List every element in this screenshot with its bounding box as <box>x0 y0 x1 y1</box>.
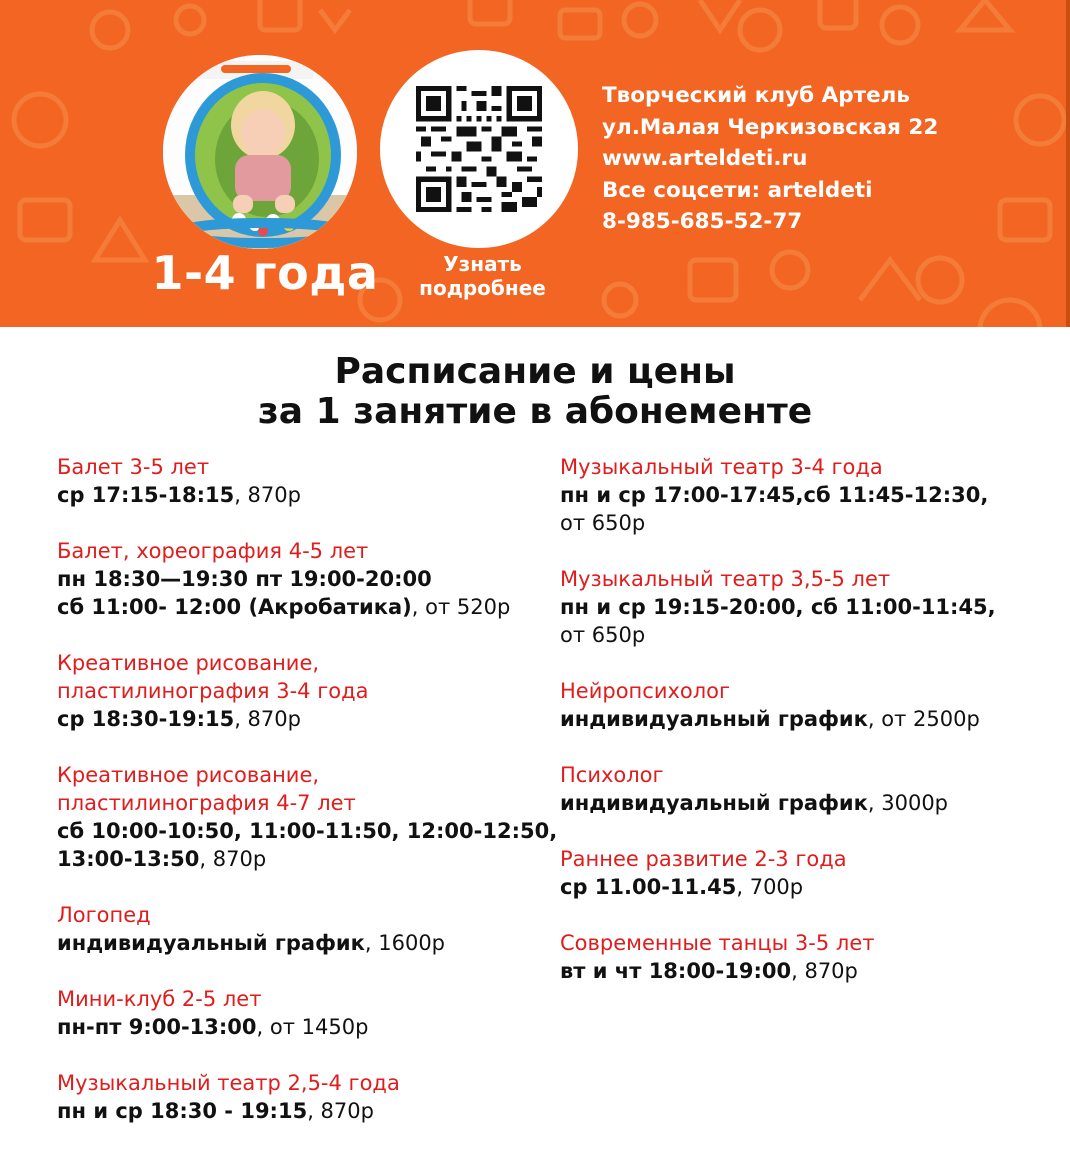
club-website-link[interactable]: www.arteldeti.ru <box>602 146 808 171</box>
schedule-item-title: Нейропсихолог <box>560 679 731 703</box>
schedule-item <box>57 453 547 509</box>
schedule-time: индивидуальный график <box>560 791 868 815</box>
qr-code[interactable] <box>380 50 578 248</box>
schedule-price: от 650р <box>560 623 646 647</box>
schedule-item-line <box>560 509 1060 537</box>
schedule-right-column <box>560 453 1060 1013</box>
banner-edge <box>1066 0 1070 327</box>
schedule-item-title: пластилинография 3-4 года <box>57 679 369 703</box>
age-label: 1-4 года <box>151 246 379 300</box>
schedule-item-line <box>57 565 547 593</box>
schedule-price: , от 520р <box>411 595 511 619</box>
schedule-time: индивидуальный график <box>560 707 868 731</box>
schedule-item <box>57 649 547 733</box>
schedule-item-line <box>57 593 547 621</box>
schedule-item <box>57 901 547 957</box>
schedule-time: ср 11.00-11.45 <box>560 875 737 899</box>
schedule-time: пн 18:30—19:30 пт 19:00-20:00 <box>57 567 432 591</box>
schedule-item-line <box>57 705 547 733</box>
schedule-time: пн и ср 17:00-17:45,сб 11:45-12:30, <box>560 483 989 507</box>
schedule-item <box>560 845 1060 901</box>
schedule-item <box>560 929 1060 985</box>
schedule-price: , 870р <box>307 1099 374 1123</box>
schedule-item-title: Балет, хореография 4-5 лет <box>57 539 369 563</box>
schedule-price: , от 2500р <box>867 707 980 731</box>
qr-caption <box>395 252 570 300</box>
schedule-time: пн и ср 18:30 - 19:15 <box>57 1099 308 1123</box>
page-title <box>0 352 1070 432</box>
schedule-item-title: Современные танцы 3-5 лет <box>560 931 875 955</box>
schedule-time: пн и ср 19:15-20:00, сб 11:00-11:45, <box>560 595 996 619</box>
schedule-item <box>560 453 1060 537</box>
schedule-item <box>57 1069 547 1125</box>
club-phone[interactable]: 8-985-685-52-77 <box>602 209 803 234</box>
schedule-item-title: Раннее развитие 2-3 года <box>560 847 847 871</box>
schedule-item <box>57 761 558 873</box>
schedule-item-line <box>57 929 547 957</box>
schedule-item <box>57 537 547 621</box>
schedule-time: ср 17:15-18:15 <box>57 483 235 507</box>
schedule-time: 13:00-13:50 <box>57 847 200 871</box>
page-title-line: за 1 занятие в абонементе <box>257 391 813 432</box>
schedule-left-column <box>57 453 558 1153</box>
schedule-item-line <box>57 1097 547 1125</box>
schedule-price: , 870р <box>791 959 858 983</box>
schedule-item-title: пластилинография 4-7 лет <box>57 791 356 815</box>
page-title-line: Расписание и цены <box>334 351 736 392</box>
schedule-time: пн-пт 9:00-13:00 <box>57 1015 257 1039</box>
schedule-item <box>560 761 1060 817</box>
contacts-block <box>602 80 938 238</box>
schedule-item-line <box>57 1013 547 1041</box>
qr-code-image <box>416 86 542 212</box>
child-photo <box>163 55 357 249</box>
schedule-item-title: Музыкальный театр 3,5-5 лет <box>560 567 891 591</box>
schedule-item-title: Музыкальный театр 3-4 года <box>560 455 883 479</box>
club-address: ул.Малая Черкизовская 22 <box>602 114 939 140</box>
schedule-item-line <box>57 817 558 845</box>
schedule-item-line <box>57 481 547 509</box>
schedule-item-title: Мини-клуб 2-5 лет <box>57 987 262 1011</box>
schedule-item-title: Креативное рисование, <box>57 763 320 787</box>
qr-caption-line: подробнее <box>419 276 546 300</box>
schedule-price: , от 1450р <box>256 1015 369 1039</box>
schedule-time: сб 10:00-10:50, 11:00-11:50, 12:00-12:50, <box>57 819 558 843</box>
schedule-item-line <box>560 593 1060 621</box>
schedule-price: , 870р <box>234 483 301 507</box>
schedule-item-title: Балет 3-5 лет <box>57 455 210 479</box>
schedule-item-title: Психолог <box>560 763 664 787</box>
club-name: Творческий клуб Артель <box>602 83 910 108</box>
schedule-item-line <box>560 957 1060 985</box>
schedule-item-line <box>560 481 1060 509</box>
schedule-item-line <box>57 845 547 873</box>
schedule-price: , 700р <box>736 875 804 899</box>
schedule-price: , 870р <box>234 707 301 731</box>
schedule-time: сб 11:00- 12:00 (Акробатика) <box>57 595 412 619</box>
schedule-item-title: Креативное рисование, <box>57 651 320 675</box>
schedule-price: , 1600р <box>364 931 446 955</box>
schedule-item-line <box>560 789 1060 817</box>
schedule-item <box>57 985 547 1041</box>
schedule-item-line <box>560 705 1060 733</box>
qr-caption-line: Узнать <box>443 252 522 276</box>
schedule-time: ср 18:30-19:15 <box>57 707 235 731</box>
schedule-item-line <box>560 621 1060 649</box>
schedule-item-title: Музыкальный театр 2,5-4 года <box>57 1071 400 1095</box>
schedule-price: от 650р <box>560 511 646 535</box>
club-socials: Все соцсети: arteldeti <box>602 177 873 203</box>
schedule-time: вт и чт 18:00-19:00 <box>560 959 792 983</box>
schedule-item-line <box>560 873 1060 901</box>
schedule-price: , 870р <box>199 847 267 871</box>
schedule-item <box>560 565 1060 649</box>
schedule-price: , 3000р <box>867 791 949 815</box>
schedule-item <box>560 677 1060 733</box>
schedule-time: индивидуальный график <box>57 931 365 955</box>
schedule-item-title: Логопед <box>57 903 151 927</box>
